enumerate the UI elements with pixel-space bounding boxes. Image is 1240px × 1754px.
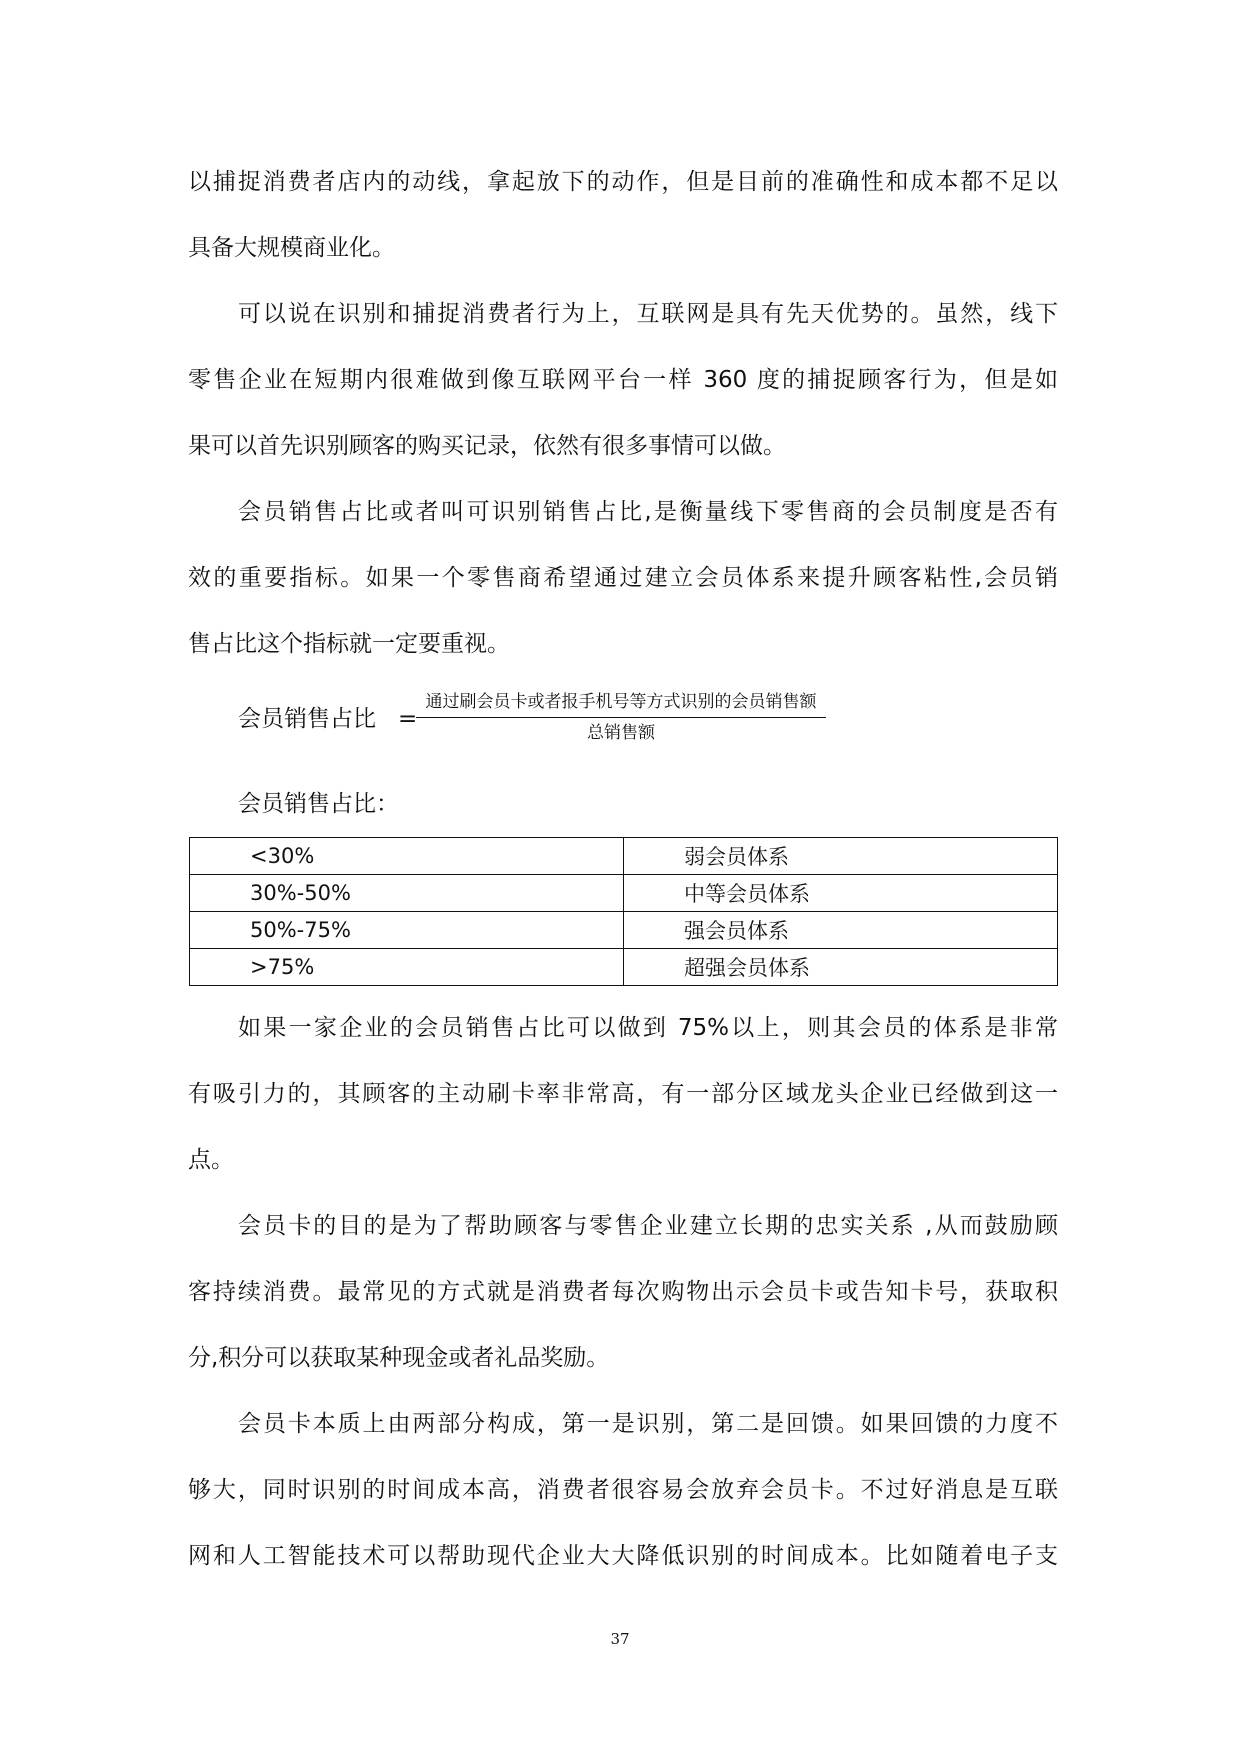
text-line: 客持续消费。最常见的方式就是消费者每次购物出示会员卡或告知卡号，获取积 — [188, 1279, 1058, 1305]
text-line: 售占比这个指标就一定要重视。 — [188, 631, 510, 657]
page-number: 37 — [610, 1630, 630, 1648]
ratio-table — [189, 837, 1058, 986]
table-row — [190, 912, 1058, 949]
formula-fraction — [416, 690, 826, 745]
table-row — [190, 838, 1058, 875]
level-cell: 中等会员体系 — [624, 875, 1058, 912]
text-line: 如果一家企业的会员销售占比可以做到 75%以上，则其会员的体系是非常 — [238, 1015, 1058, 1041]
level-cell: 超强会员体系 — [624, 949, 1058, 986]
text-line: 够大，同时识别的时间成本高，消费者很容易会放弃会员卡。不过好消息是互联 — [188, 1477, 1058, 1503]
text-line: 分,积分可以获取某种现金或者礼品奖励。 — [188, 1345, 610, 1371]
range-cell: 50%-75% — [190, 912, 624, 949]
formula-label: 会员销售占比 — [238, 706, 376, 732]
text-line: 会员销售占比或者叫可识别销售占比,是衡量线下零售商的会员制度是否有 — [238, 499, 1058, 525]
formula-equals: = — [398, 706, 418, 732]
range-cell: 30%-50% — [190, 875, 624, 912]
level-cell: 强会员体系 — [624, 912, 1058, 949]
range-cell: <30% — [190, 838, 624, 875]
text-line: 网和人工智能技术可以帮助现代企业大大降低识别的时间成本。比如随着电子支 — [188, 1543, 1058, 1569]
text-line: 点。 — [188, 1147, 234, 1173]
text-line: 果可以首先识别顾客的购买记录，依然有很多事情可以做。 — [188, 433, 786, 459]
text-line: 效的重要指标。如果一个零售商希望通过建立会员体系来提升顾客粘性,会员销 — [188, 565, 1058, 591]
text-line: 可以说在识别和捕捉消费者行为上，互联网是具有先天优势的。虽然，线下 — [238, 301, 1058, 327]
text-line: 会员卡本质上由两部分构成，第一是识别，第二是回馈。如果回馈的力度不 — [238, 1411, 1058, 1437]
level-cell: 弱会员体系 — [624, 838, 1058, 875]
table-row — [190, 949, 1058, 986]
text-line: 会员卡的目的是为了帮助顾客与零售企业建立长期的忠实关系 ,从而鼓励顾 — [238, 1213, 1058, 1239]
formula-numerator: 通过刷会员卡或者报手机号等方式识别的会员销售额 — [416, 690, 826, 718]
formula-denominator: 总销售额 — [587, 723, 655, 743]
text-line: 具备大规模商业化。 — [188, 235, 395, 261]
table-caption: 会员销售占比： — [238, 791, 399, 817]
range-cell: >75% — [190, 949, 624, 986]
text-line: 有吸引力的，其顾客的主动刷卡率非常高，有一部分区域龙头企业已经做到这一 — [188, 1081, 1058, 1107]
text-line: 零售企业在短期内很难做到像互联网平台一样 360 度的捕捉顾客行为，但是如 — [188, 367, 1058, 393]
text-line: 以捕捉消费者店内的动线，拿起放下的动作，但是目前的准确性和成本都不足以 — [188, 169, 1058, 195]
table-row — [190, 875, 1058, 912]
